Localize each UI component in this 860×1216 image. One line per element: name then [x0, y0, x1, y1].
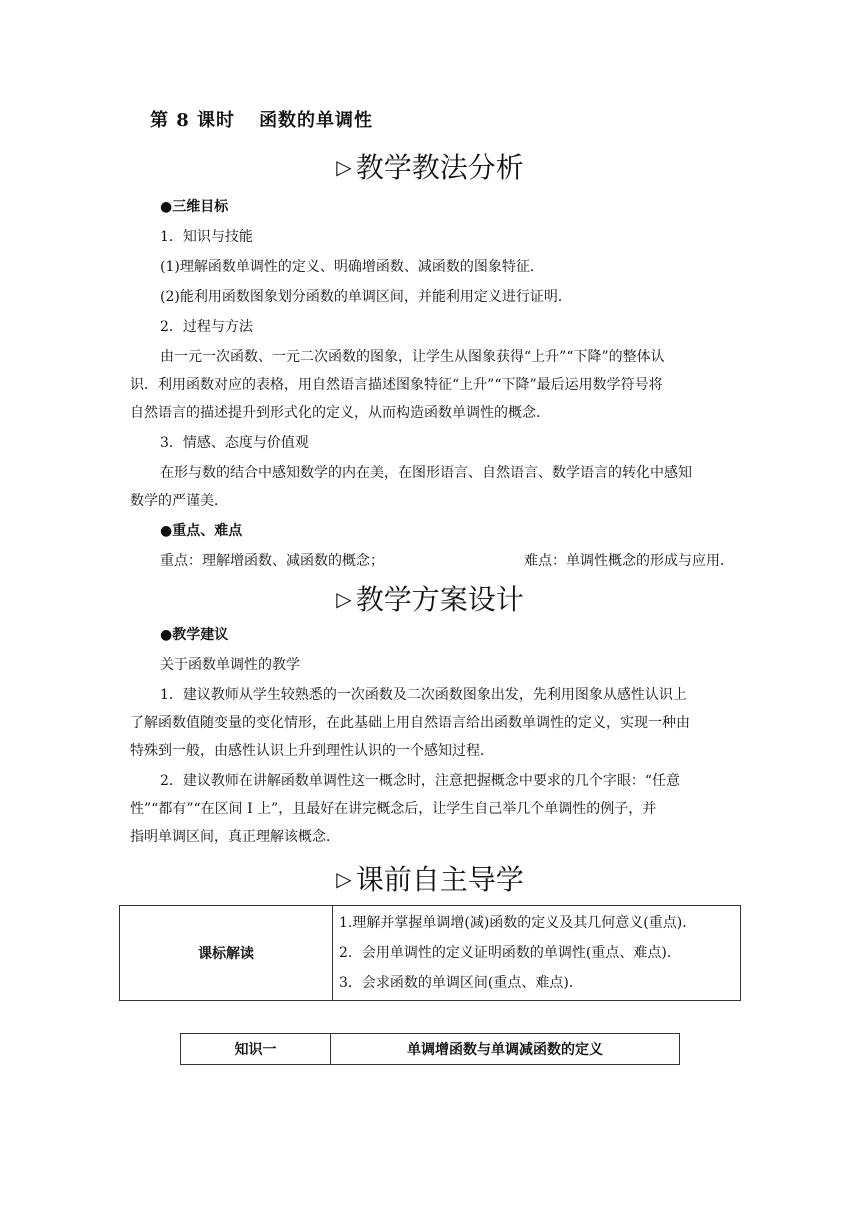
suggestion1-line: 了解函数值随变量的变化情形，在此基础上用自然语言给出函数单调性的定义，实现一种由 — [130, 715, 690, 731]
lesson-topic: 函数的单调性 — [259, 110, 374, 131]
standards-table-header: 课标解读 — [120, 906, 333, 1001]
goal2-line: 自然语言的描述提升到形式化的定义，从而构造函数单调性的概念． — [130, 405, 550, 421]
lesson-title — [150, 106, 373, 132]
key-point: 重点：理解增函数、减函数的概念； — [160, 553, 384, 569]
triangle-icon: ▷ — [336, 587, 352, 611]
triangle-icon: ▷ — [336, 155, 352, 179]
suggestion-intro: 关于函数单调性的教学 — [160, 657, 300, 673]
suggestion1-line: 特殊到一般，由感性认识上升到理性认识的一个感知过程． — [130, 743, 494, 759]
goal2-line: 由一元一次函数、一元二次函数的图象，让学生从图象获得“上升”“下降”的整体认 — [160, 349, 665, 365]
goal3-title: 3．情感、态度与价值观 — [160, 435, 309, 451]
standards-table — [119, 905, 741, 1001]
standards-item: 1.理解并掌握单调增(减)函数的定义及其几何意义(重点)． — [339, 915, 697, 931]
section-design-heading: ▷ 教学方案设计 — [336, 583, 524, 616]
key-difficult-line — [160, 550, 734, 570]
triangle-icon: ▷ — [336, 867, 352, 891]
standards-table-body — [333, 906, 741, 1001]
standards-item: 3．会求函数的单调区间(重点、难点)． — [339, 975, 583, 991]
suggestion-heading: ●教学建议 — [160, 627, 229, 643]
goal1-title: 1．知识与技能 — [160, 229, 253, 245]
goal1-item2: (2)能利用函数图象划分函数的单调区间，并能利用定义进行证明． — [160, 289, 572, 305]
goal1-item1: (1)理解函数单调性的定义、明确增函数、减函数的图象特征． — [160, 259, 544, 275]
suggestion2-line: 指明单调区间，真正理解该概念． — [130, 829, 340, 845]
goal2-line: 识．利用函数对应的表格，用自然语言描述图象特征“上升”“下降”最后运用数学符号将 — [130, 377, 663, 393]
knowledge-content: 单调增函数与单调减函数的定义 — [331, 1034, 680, 1065]
standards-item: 2．会用单调性的定义证明函数的单调性(重点、难点)． — [339, 945, 681, 961]
difficult-point: 难点：单调性概念的形成与应用． — [524, 553, 734, 569]
goals-heading: ●三维目标 — [160, 199, 229, 215]
goal2-title: 2．过程与方法 — [160, 319, 253, 335]
suggestion2-line: 性”“都有”“在区间 I 上”，且最好在讲完概念后，让学生自己举几个单调性的例子，并 — [130, 801, 657, 817]
key-heading: ●重点、难点 — [160, 523, 243, 539]
goal3-line: 数学的严谨美． — [130, 493, 228, 509]
knowledge-table — [180, 1033, 680, 1065]
goal3-line: 在形与数的结合中感知数学的内在美，在图形语言、自然语言、数学语言的转化中感知 — [160, 465, 692, 481]
section-preview-heading: ▷ 课前自主导学 — [336, 863, 524, 896]
lesson-number: 第 8 课时 — [150, 110, 236, 131]
suggestion2-line: 2．建议教师在讲解函数单调性这一概念时，注意把握概念中要求的几个字眼：“任意 — [160, 773, 681, 789]
section-analysis-heading: ▷ 教学教法分析 — [336, 151, 524, 184]
knowledge-label: 知识一 — [181, 1034, 331, 1065]
suggestion1-line: 1．建议教师从学生较熟悉的一次函数及二次函数图象出发，先利用图象从感性认识上 — [160, 687, 687, 703]
